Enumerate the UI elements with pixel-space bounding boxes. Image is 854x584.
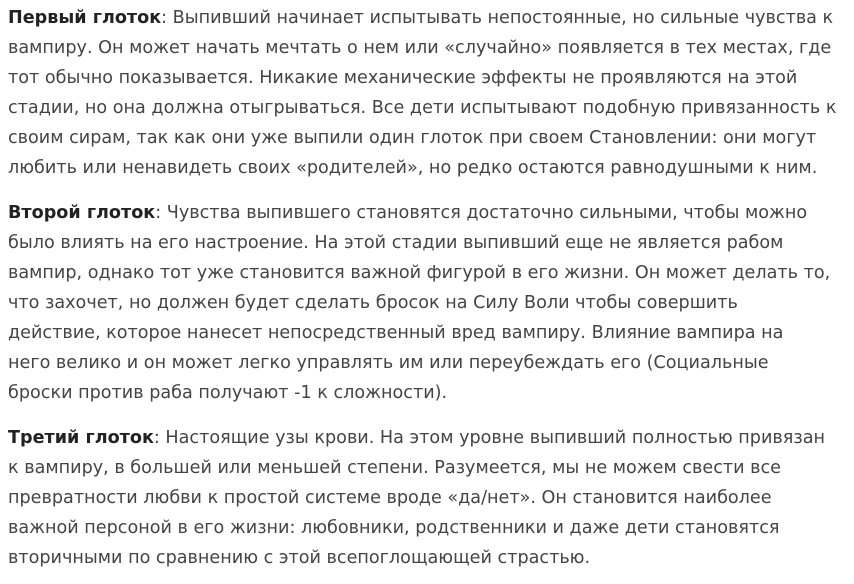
paragraph-first-draught [8,3,846,183]
text-line: превратности любви к простой системе вроде «да/нет». Он становится наиболее [8,488,772,508]
text-line: стадии, но она должна отыгрываться. Все дети испытывают подобную привязанность к [8,98,837,118]
term-second-draught: Второй глоток [8,203,156,223]
line-text: : Выпивший начинает испытывать непостоянные, но сильные чувства к [161,8,834,28]
text-line: своим сирам, так как они уже выпили один глоток при своем Становлении: они могут [8,128,817,148]
text-line: броски против раба получают -1 к сложности). [8,383,448,403]
text-line: него велико и он может легко управлять им или переубеждать его (Социальные [8,353,769,373]
text-line: вторичными по сравнению с этой всепоглощающей страстью. [8,548,591,568]
term-third-draught: Третий глоток [8,428,154,448]
line-text: : Чувства выпившего становятся достаточно сильными, чтобы можно [155,203,808,223]
text-line: вампиру. Он может начать мечтать о нем или «случайно» появляется в тех местах, где [8,38,832,58]
text-line: тот обычно показывается. Никакие механические эффекты не проявляются на этой [8,68,798,88]
paragraph-second-draught [8,198,846,408]
text-line: что захочет, но должен будет сделать бросок на Силу Воли чтобы совершить [8,293,738,313]
text-line: важной персоной в его жизни: любовники, родственники и даже дети становятся [8,518,780,538]
text-line [8,423,846,453]
text-line: действие, которое нанесет непосредственный вред вампиру. Влияние вампира на [8,323,784,343]
term-first-draught: Первый глоток [8,8,162,28]
text-line: вампир, однако тот уже становится важной фигурой в его жизни. Он может делать то, [8,263,831,283]
text-line: любить или ненавидеть своих «родителей», но редко остаются равнодушными к ним. [8,158,818,178]
text-line [8,198,846,228]
text-line: было влиять на его настроение. На этой стадии выпивший еще не является рабом [8,233,784,253]
text-line: к вампиру, в большей или меньшей степени. Разумеется, мы не можем свести все [8,458,782,478]
text-line [8,3,846,33]
paragraph-third-draught [8,423,846,573]
line-text: : Настоящие узы крови. На этом уровне выпивший полностью привязан [153,428,825,448]
